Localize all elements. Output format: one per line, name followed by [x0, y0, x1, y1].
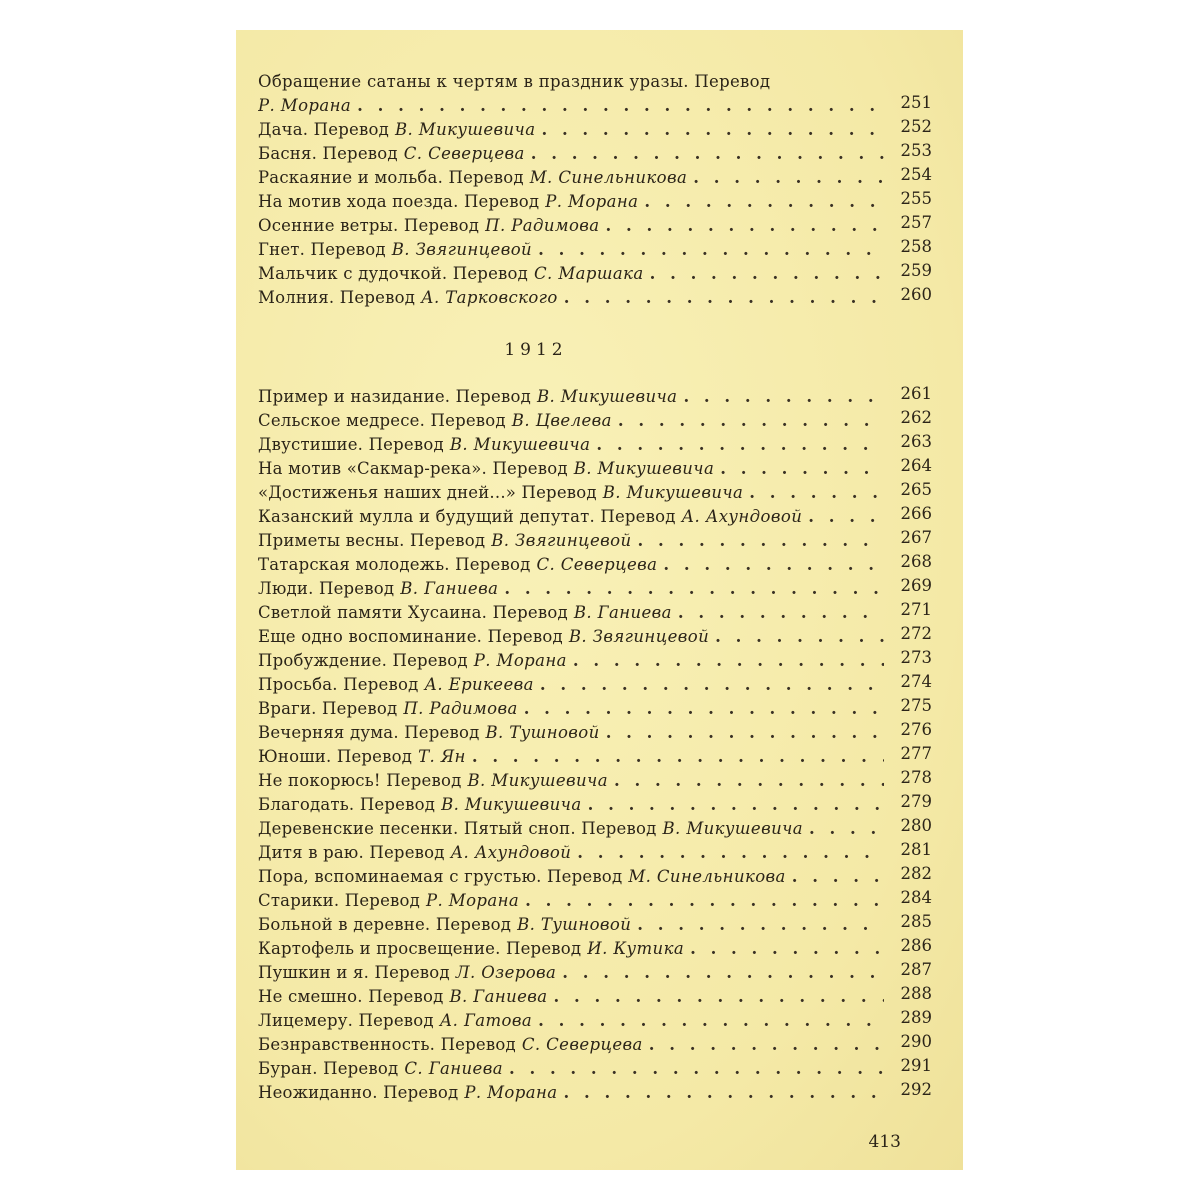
- entry-page-number: 263: [900, 433, 932, 451]
- entry-title: Не смешно. Перевод: [258, 987, 444, 1006]
- entry-page-number: 266: [900, 505, 932, 523]
- entry-title: Люди. Перевод: [258, 579, 395, 598]
- toc-section-1912: [258, 385, 932, 1105]
- entry-translator: В. Звягинцевой: [568, 627, 710, 646]
- entry-title: Татарская молодежь. Перевод: [258, 555, 531, 574]
- toc-entry: [258, 841, 932, 865]
- toc-entry: [258, 697, 932, 721]
- toc-entry: [258, 457, 932, 481]
- toc-entry: [258, 238, 932, 262]
- entry-translator: В. Ганиева: [449, 987, 548, 1006]
- entry-title: Дача. Перевод: [258, 120, 389, 139]
- entry-title-line1: Обращение сатаны к чертям в праздник уразы. Перевод: [258, 72, 771, 91]
- leader-dots: [792, 865, 884, 889]
- leader-dots: [562, 961, 884, 985]
- entry-title: Дитя в раю. Перевод: [258, 843, 445, 862]
- toc-entry: [258, 577, 932, 601]
- leader-dots: [650, 262, 884, 286]
- leader-dots: [577, 841, 884, 865]
- leader-dots: [693, 166, 884, 190]
- entry-page-number: 276: [900, 721, 932, 739]
- entry-title: Враги. Перевод: [258, 699, 398, 718]
- leader-dots: [525, 889, 884, 913]
- entry-title: Казанский мулла и будущий депутат. Перевод: [258, 507, 676, 526]
- entry-page-number: 282: [900, 865, 932, 883]
- entry-translator: А. Тарковского: [421, 288, 558, 307]
- year-heading: 1912: [504, 340, 568, 360]
- entry-title: Картофель и просвещение. Перевод: [258, 939, 582, 958]
- leader-dots: [563, 1081, 884, 1105]
- entry-translator: В. Микушевича: [536, 387, 678, 406]
- entry-title: Юноши. Перевод: [258, 747, 413, 766]
- entry-translator: С. Северцева: [521, 1035, 643, 1054]
- entry-page-number: 281: [900, 841, 932, 859]
- entry-title: Пушкин и я. Перевод: [258, 963, 450, 982]
- leader-dots: [540, 673, 884, 697]
- toc-entry: [258, 166, 932, 190]
- entry-page-number: 291: [900, 1057, 932, 1075]
- toc-entry: [258, 793, 932, 817]
- leader-dots: [606, 214, 884, 238]
- entry-title: Безнравственность. Перевод: [258, 1035, 516, 1054]
- entry-page-number: 280: [900, 817, 932, 835]
- entry-title: Двустишие. Перевод: [258, 435, 444, 454]
- entry-translator: Р. Морана: [464, 1083, 558, 1102]
- toc-entry: [258, 985, 932, 1009]
- toc-entry: [258, 214, 932, 238]
- toc-entry: [258, 433, 932, 457]
- entry-title: Пример и назидание. Перевод: [258, 387, 531, 406]
- toc-entry: [258, 1009, 932, 1033]
- toc-entry: [258, 286, 932, 310]
- entry-page-number: 259: [900, 262, 932, 280]
- entry-translator: С. Северцева: [536, 555, 658, 574]
- leader-dots: [538, 238, 884, 262]
- toc-entry: [258, 118, 932, 142]
- entry-page-number: 268: [900, 553, 932, 571]
- entry-page-number: 252: [900, 118, 932, 136]
- toc-entry: [258, 601, 932, 625]
- entry-translator: А. Гатова: [439, 1011, 533, 1030]
- entry-translator: Р. Морана: [473, 651, 567, 670]
- toc-entry: [258, 409, 932, 433]
- entry-translator: В. Микушевича: [449, 435, 591, 454]
- leader-dots: [663, 553, 884, 577]
- entry-title: Молния. Перевод: [258, 288, 416, 307]
- toc-entry: [258, 937, 932, 961]
- entry-title: Пробуждение. Перевод: [258, 651, 468, 670]
- toc-entry: [258, 673, 932, 697]
- entry-title: Просьба. Перевод: [258, 675, 419, 694]
- entry-page-number: 288: [900, 985, 932, 1003]
- entry-title: Лицемеру. Перевод: [258, 1011, 434, 1030]
- leader-dots: [596, 433, 884, 457]
- toc-entry: [258, 913, 932, 937]
- entry-page-number: 267: [900, 529, 932, 547]
- entry-translator: В. Микушевича: [573, 459, 715, 478]
- toc-entry: [258, 553, 932, 577]
- entry-page-number: 272: [900, 625, 932, 643]
- entry-page-number: 262: [900, 409, 932, 427]
- entry-page-number: 264: [900, 457, 932, 475]
- entry-title: Вечерняя дума. Перевод: [258, 723, 480, 742]
- entry-title: Неожиданно. Перевод: [258, 1083, 459, 1102]
- entry-translator: П. Радимова: [403, 699, 518, 718]
- entry-translator: Р. Морана: [545, 192, 639, 211]
- leader-dots: [749, 481, 884, 505]
- leader-dots: [541, 118, 884, 142]
- toc-entry: [258, 817, 932, 841]
- toc-entry: [258, 262, 932, 286]
- entry-page-number: 273: [900, 649, 932, 667]
- entry-translator: В. Микушевича: [602, 483, 744, 502]
- toc-entry: [258, 889, 932, 913]
- toc-entry: [258, 385, 932, 409]
- leader-dots: [715, 625, 884, 649]
- entry-translator: А. Ерикеева: [424, 675, 534, 694]
- leader-dots: [606, 721, 884, 745]
- entry-page-number: 269: [900, 577, 932, 595]
- entry-title: Раскаяние и мольба. Перевод: [258, 168, 524, 187]
- entry-translator: А. Ахундовой: [450, 843, 572, 862]
- entry-page-number: 274: [900, 673, 932, 691]
- entry-page-number: 257: [900, 214, 932, 232]
- entry-translator: С. Маршака: [534, 264, 644, 283]
- leader-dots: [357, 94, 884, 118]
- entry-translator: В. Цвелева: [511, 411, 612, 430]
- entry-page-number: 254: [900, 166, 932, 184]
- entry-title: Гнет. Перевод: [258, 240, 386, 259]
- leader-dots: [690, 937, 884, 961]
- entry-translator: В. Микушевича: [662, 819, 804, 838]
- entry-title: «Достиженья наших дней...» Перевод: [258, 483, 597, 502]
- entry-translator: В. Тушновой: [485, 723, 600, 742]
- entry-translator: В. Микушевича: [394, 120, 536, 139]
- entry-title: Басня. Перевод: [258, 144, 398, 163]
- leader-dots: [509, 1057, 884, 1081]
- entry-translator: В. Тушновой: [517, 915, 632, 934]
- leader-dots: [554, 985, 884, 1009]
- leader-dots: [808, 505, 884, 529]
- entry-title: Буран. Перевод: [258, 1059, 399, 1078]
- entry-translator: Р. Морана: [426, 891, 520, 910]
- entry-translator: Т. Ян: [418, 747, 466, 766]
- entry-translator: Л. Озерова: [455, 963, 557, 982]
- toc-entry: [258, 1033, 932, 1057]
- entry-title: Сельское медресе. Перевод: [258, 411, 506, 430]
- leader-dots: [678, 601, 884, 625]
- leader-dots: [573, 649, 884, 673]
- toc-entry: [258, 481, 932, 505]
- entry-title: Светлой памяти Хусаина. Перевод: [258, 603, 568, 622]
- entry-page-number: 287: [900, 961, 932, 979]
- leader-dots: [504, 577, 884, 601]
- entry-title: Мальчик с дудочкой. Перевод: [258, 264, 529, 283]
- entry-page-number: 284: [900, 889, 932, 907]
- entry-page-number: 285: [900, 913, 932, 931]
- entry-title: Пора, вспоминаемая с грустью. Перевод: [258, 867, 623, 886]
- toc-entry: [258, 505, 932, 529]
- entry-title: На мотив «Сакмар-река». Перевод: [258, 459, 568, 478]
- entry-translator: В. Звягинцевой: [391, 240, 533, 259]
- entry-translator: В. Ганиева: [400, 579, 499, 598]
- leader-dots: [644, 190, 884, 214]
- entry-page-number: 286: [900, 937, 932, 955]
- entry-translator: В. Микушевича: [441, 795, 582, 814]
- leader-dots: [564, 286, 884, 310]
- entry-page-number: 253: [900, 142, 932, 160]
- toc-entry: [258, 1057, 932, 1081]
- entry-translator: М. Синельникова: [628, 867, 786, 886]
- toc-entry: [258, 721, 932, 745]
- toc-entry: [258, 70, 932, 118]
- entry-translator: С. Ганиева: [404, 1059, 503, 1078]
- entry-page-number: 290: [900, 1033, 932, 1051]
- toc-entry: [258, 649, 932, 673]
- toc-entry: [258, 961, 932, 985]
- entry-title: Еще одно воспоминание. Перевод: [258, 627, 563, 646]
- entry-title: Не покорюсь! Перевод: [258, 771, 462, 790]
- entry-translator: И. Кутика: [587, 939, 685, 958]
- toc-entry: [258, 1081, 932, 1105]
- entry-title: Благодать. Перевод: [258, 795, 436, 814]
- leader-dots: [588, 793, 884, 817]
- entry-page-number: 258: [900, 238, 932, 256]
- entry-page-number: 292: [900, 1081, 932, 1099]
- entry-title: Деревенские песенки. Пятый сноп. Перевод: [258, 819, 657, 838]
- leader-dots: [649, 1033, 884, 1057]
- entry-translator: П. Радимова: [485, 216, 600, 235]
- leader-dots: [720, 457, 884, 481]
- toc-entry: [258, 625, 932, 649]
- entry-translator: В. Микушевича: [467, 771, 608, 790]
- entry-page-number: 255: [900, 190, 932, 208]
- entry-translator: В. Ганиева: [573, 603, 672, 622]
- entry-translator: Р. Морана: [258, 96, 352, 115]
- toc-entry: [258, 142, 932, 166]
- leader-dots: [614, 769, 884, 793]
- toc-entry: [258, 865, 932, 889]
- page-number: 413: [868, 1132, 901, 1152]
- leader-dots: [683, 385, 884, 409]
- leader-dots: [618, 409, 884, 433]
- entry-page-number: 260: [900, 286, 932, 304]
- toc-entry: [258, 190, 932, 214]
- entry-translator: В. Звягинцевой: [491, 531, 632, 550]
- leader-dots: [637, 913, 884, 937]
- entry-translator: С. Северцева: [403, 144, 525, 163]
- entry-translator: А. Ахундовой: [681, 507, 803, 526]
- entry-title: На мотив хода поезда. Перевод: [258, 192, 540, 211]
- entry-page-number: 275: [900, 697, 932, 715]
- toc-section-1911: [258, 70, 932, 310]
- entry-page-number: 251: [900, 93, 932, 112]
- entry-page-number: 289: [900, 1009, 932, 1027]
- entry-translator: М. Синельникова: [529, 168, 688, 187]
- leader-dots: [638, 529, 884, 553]
- entry-page-number: 278: [900, 769, 932, 787]
- entry-title: Больной в деревне. Перевод: [258, 915, 512, 934]
- entry-page-number: 277: [900, 745, 932, 763]
- leader-dots: [531, 142, 884, 166]
- toc-entry: [258, 745, 932, 769]
- leader-dots: [524, 697, 884, 721]
- entry-page-number: 271: [900, 601, 932, 619]
- entry-page-number: 261: [900, 385, 932, 403]
- entry-title: Старики. Перевод: [258, 891, 421, 910]
- leader-dots: [809, 817, 884, 841]
- toc-entry: [258, 769, 932, 793]
- entry-title: Осенние ветры. Перевод: [258, 216, 480, 235]
- leader-dots: [472, 745, 884, 769]
- leader-dots: [538, 1009, 884, 1033]
- entry-title: Приметы весны. Перевод: [258, 531, 486, 550]
- toc-entry: [258, 529, 932, 553]
- entry-page-number: 265: [900, 481, 932, 499]
- entry-page-number: 279: [900, 793, 932, 811]
- book-page: [236, 30, 963, 1170]
